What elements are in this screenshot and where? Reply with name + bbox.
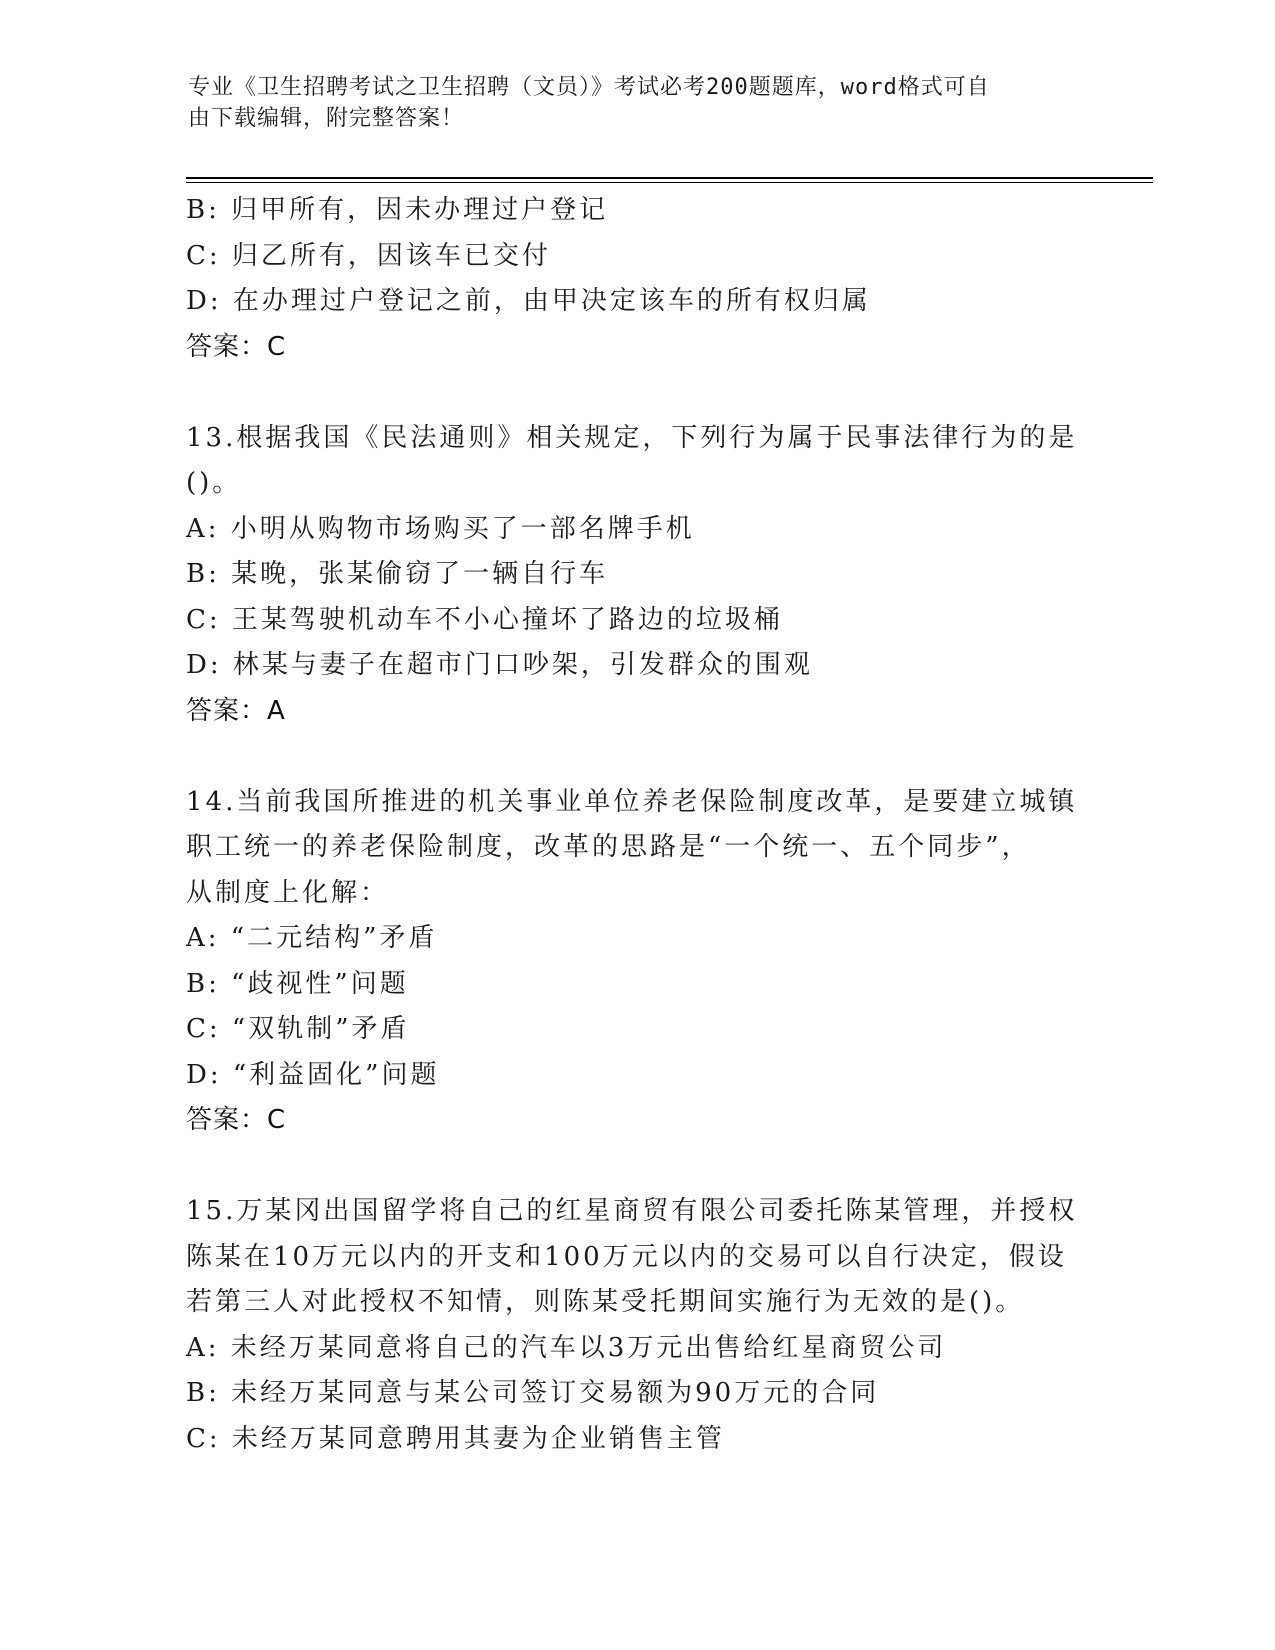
q14-stem-line-3: 从制度上化解： [186, 877, 390, 908]
header-line-2: 由下载编辑，附完整答案！ [188, 106, 465, 131]
spacer [186, 1144, 1086, 1190]
q12-option-d: D: 在办理过户登记之前，由甲决定该车的所有权归属 [186, 286, 871, 316]
q14-stem-line-2: 职工统一的养老保险制度，改革的思路是“一个统一、五个同步”， [186, 832, 1031, 862]
q13-option-b: B: 某晚，张某偷窃了一辆自行车 [186, 559, 609, 589]
spacer [186, 734, 1086, 780]
document-body [186, 188, 1086, 1462]
q15-stem-line-3: 若第三人对此授权不知情，则陈某受托期间实施行为无效的是()。 [186, 1287, 1025, 1317]
q15-stem-line-2: 陈某在10万元以内的开支和100万元以内的交易可以自行决定，假设 [186, 1241, 1067, 1272]
q12-answer: 答案：C [186, 331, 287, 362]
q13-option-d: D: 林某与妻子在超市门口吵架，引发群众的围观 [186, 650, 813, 680]
q15-stem-line-1: 15.万某冈出国留学将自己的红星商贸有限公司委托陈某管理，并授权 [186, 1196, 1078, 1226]
q14-option-c: C: “双轨制”矛盾 [186, 1014, 410, 1044]
q14-answer: 答案：C [186, 1105, 287, 1135]
q14-option-b: B: “歧视性”问题 [186, 968, 409, 999]
q13-answer: 答案：A [186, 695, 286, 726]
q15-option-a: A: 未经万某同意将自己的汽车以3万元出售给红星商贸公司 [186, 1332, 947, 1363]
q15-option-b: B: 未经万某同意与某公司签订交易额为90万元的合同 [186, 1378, 880, 1408]
question-12-tail [186, 188, 1086, 370]
q13-stem-line-2: ()。 [186, 468, 242, 498]
question-14 [186, 780, 1086, 1144]
q13-option-c: C: 王某驾驶机动车不小心撞坏了路边的垃圾桶 [186, 604, 783, 635]
q13-stem-line-1: 13.根据我国《民法通则》相关规定，下列行为属于民事法律行为的是 [186, 422, 1078, 453]
q12-option-c: C: 归乙所有，因该车已交付 [186, 240, 551, 271]
q15-option-c: C: 未经万某同意聘用其妻为企业销售主管 [186, 1423, 725, 1454]
q13-option-a: A: 小明从购物市场购买了一部名牌手机 [186, 513, 695, 544]
header-rule-thick [186, 177, 1153, 179]
q14-stem-line-1: 14.当前我国所推进的机关事业单位养老保险制度改革，是要建立城镇 [186, 786, 1078, 817]
q12-option-b: B: 归甲所有，因未办理过户登记 [186, 195, 609, 225]
q14-option-a: A: “二元结构”矛盾 [186, 923, 438, 953]
q14-option-d: D: “利益固化”问题 [186, 1059, 440, 1090]
document-header [188, 72, 1088, 134]
question-13 [186, 416, 1086, 735]
header-line-1: 专业《卫生招聘考试之卫生招聘（文员）》考试必考200题题库，word格式可自 [188, 75, 990, 100]
header-rule-thin [186, 182, 1153, 183]
question-15 [186, 1189, 1086, 1462]
spacer [186, 370, 1086, 416]
